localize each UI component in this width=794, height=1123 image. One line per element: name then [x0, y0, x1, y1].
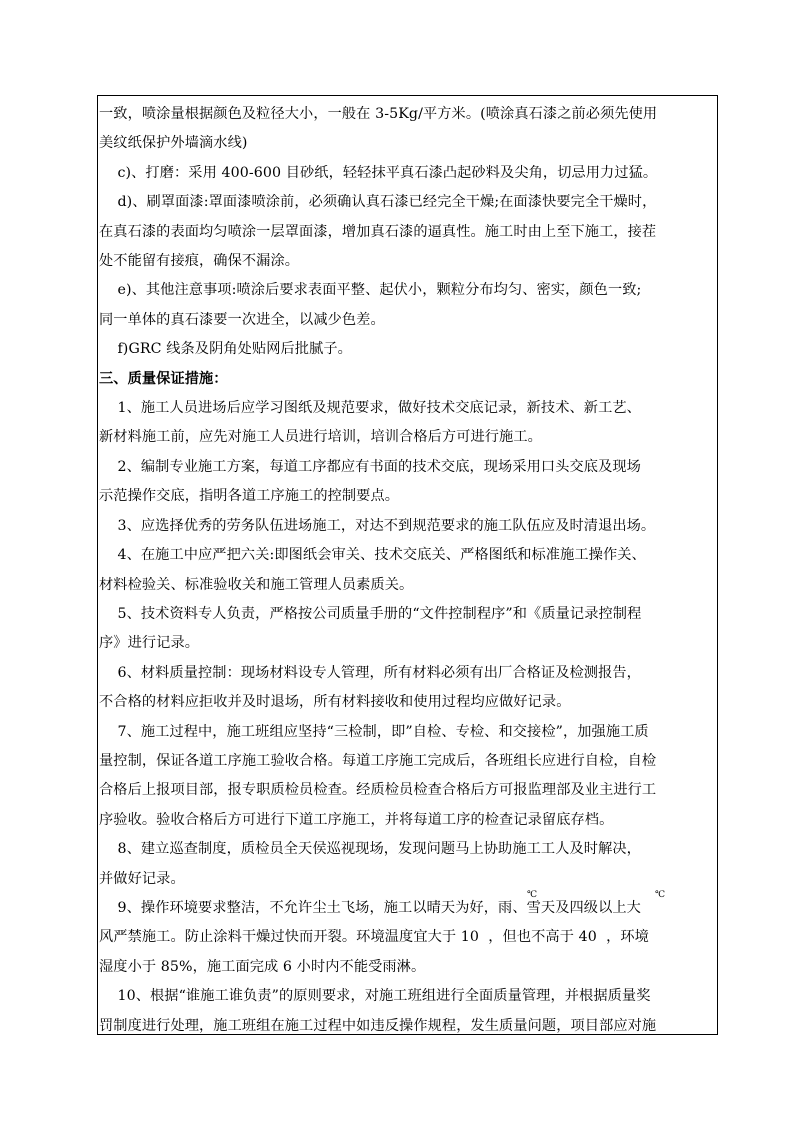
text-line: 在真石漆的表面均匀喷涂一层罩面漆，增加真石漆的逼真性。施工时由上至下施工，接茬 [99, 223, 657, 240]
text-line: 2、编制专业施工方案，每道工序都应有书面的技术交底，现场采用口头交底及现场 [99, 458, 641, 475]
text-line: 同一单体的真石漆要一次进全，以减少色差。 [99, 311, 385, 328]
text-line: c)、打磨：采用 400-600 目砂纸，轻轻抹平真石漆凸起砂料及尖角，切忌用力过猛。 [99, 164, 658, 181]
text-line: 3、应选择优秀的劳务队伍进场施工，对达不到规范要求的施工队伍应及时清退出场。 [99, 517, 656, 534]
section-heading: 三、质量保证措施： [99, 370, 228, 387]
text-line: 美纹纸保护外墙滴水线) [99, 135, 248, 152]
degree-mark: ℃ [527, 890, 538, 900]
text-line: 材料检验关、标准验收关和施工管理人员素质关。 [99, 576, 414, 593]
text-line: 10、根据“谁施工谁负责”的原则要求，对施工班组进行全面质量管理，并根据质量奖 [99, 988, 651, 1005]
text-line: 不合格的材料应拒收并及时退场，所有材料接收和使用过程均应做好记录。 [99, 694, 571, 711]
text-line: 4、在施工中应严把六关:即图纸会审关、技术交底关、严格图纸和标准施工操作关、 [99, 547, 646, 564]
document-body [99, 100, 716, 1041]
text-line: e)、其他注意事项:喷涂后要求表面平整、起伏小，颗粒分布均匀、密实，颜色一致; [99, 282, 642, 299]
text-line: 8、建立巡查制度，质检员全天侯巡视现场，发现问题马上协助施工工人及时解决， [99, 841, 641, 858]
text-line: 7、施工过程中，施工班组应坚持“三检制，即”自检、专检、和交接检”，加强施工质 [99, 723, 649, 740]
text-line: 一致，喷涂量根据颜色及粒径大小，一般在 3-5Kg/平方米。(喷涂真石漆之前必须先使用 [99, 106, 658, 122]
text-line: 示范操作交底，指明各道工序施工的控制要点。 [99, 488, 400, 505]
degree-mark: ℃ [655, 890, 666, 900]
text-line: 序》进行记录。 [99, 635, 200, 652]
text-line: d)、刷罩面漆:罩面漆喷涂前，必须确认真石漆已经完全干燥;在面漆快要完全干燥时， [99, 194, 657, 211]
text-line: 新材料施工前，应先对施工人员进行培训，培训合格后方可进行施工。 [99, 429, 542, 446]
text-line: 序验收。验收合格后方可进行下道工序施工，并将每道工序的检查记录留底存档。 [99, 811, 614, 828]
text-line: 量控制，保证各道工序施工验收合格。每道工序施工完成后，各班组长应进行自检，自检 [99, 752, 657, 769]
text-line: 并做好记录。 [99, 870, 185, 887]
text-line: f)GRC 线条及阴角处贴网后批腻子。 [99, 341, 352, 358]
text-line: 1、施工人员进场后应学习图纸及规范要求，做好技术交底记录，新技术、新工艺、 [99, 400, 641, 417]
text-line: 处不能留有接痕，确保不漏涂。 [99, 253, 300, 270]
text-line: 合格后上报项目部，报专职质检员检查。经质检员检查合格后方可报监理部及业主进行工 [99, 782, 657, 799]
text-line: 风严禁施工。防止涂料干燥过快而开裂。环境温度宜大于 10 ，但也不高于 40 ，环境 [99, 929, 649, 946]
text-line: 湿度小于 85%，施工面完成 6 小时内不能受雨淋。 [99, 958, 426, 975]
text-line: 5、技术资料专人负责，严格按公司质量手册的“文件控制程序”和《质量记录控制程 [99, 605, 642, 622]
text-line: 6、材料质量控制：现场材料设专人管理，所有材料必须有出厂合格证及检测报告， [99, 664, 641, 681]
text-line: 9、操作环境要求整洁，不允许尘土飞场，施工以晴天为好，雨、雪天及四级以上大 [99, 899, 641, 916]
text-line: 罚制度进行处理，施工班组在施工过程中如违反操作规程，发生质量问题，项目部应对施 [99, 1017, 657, 1034]
